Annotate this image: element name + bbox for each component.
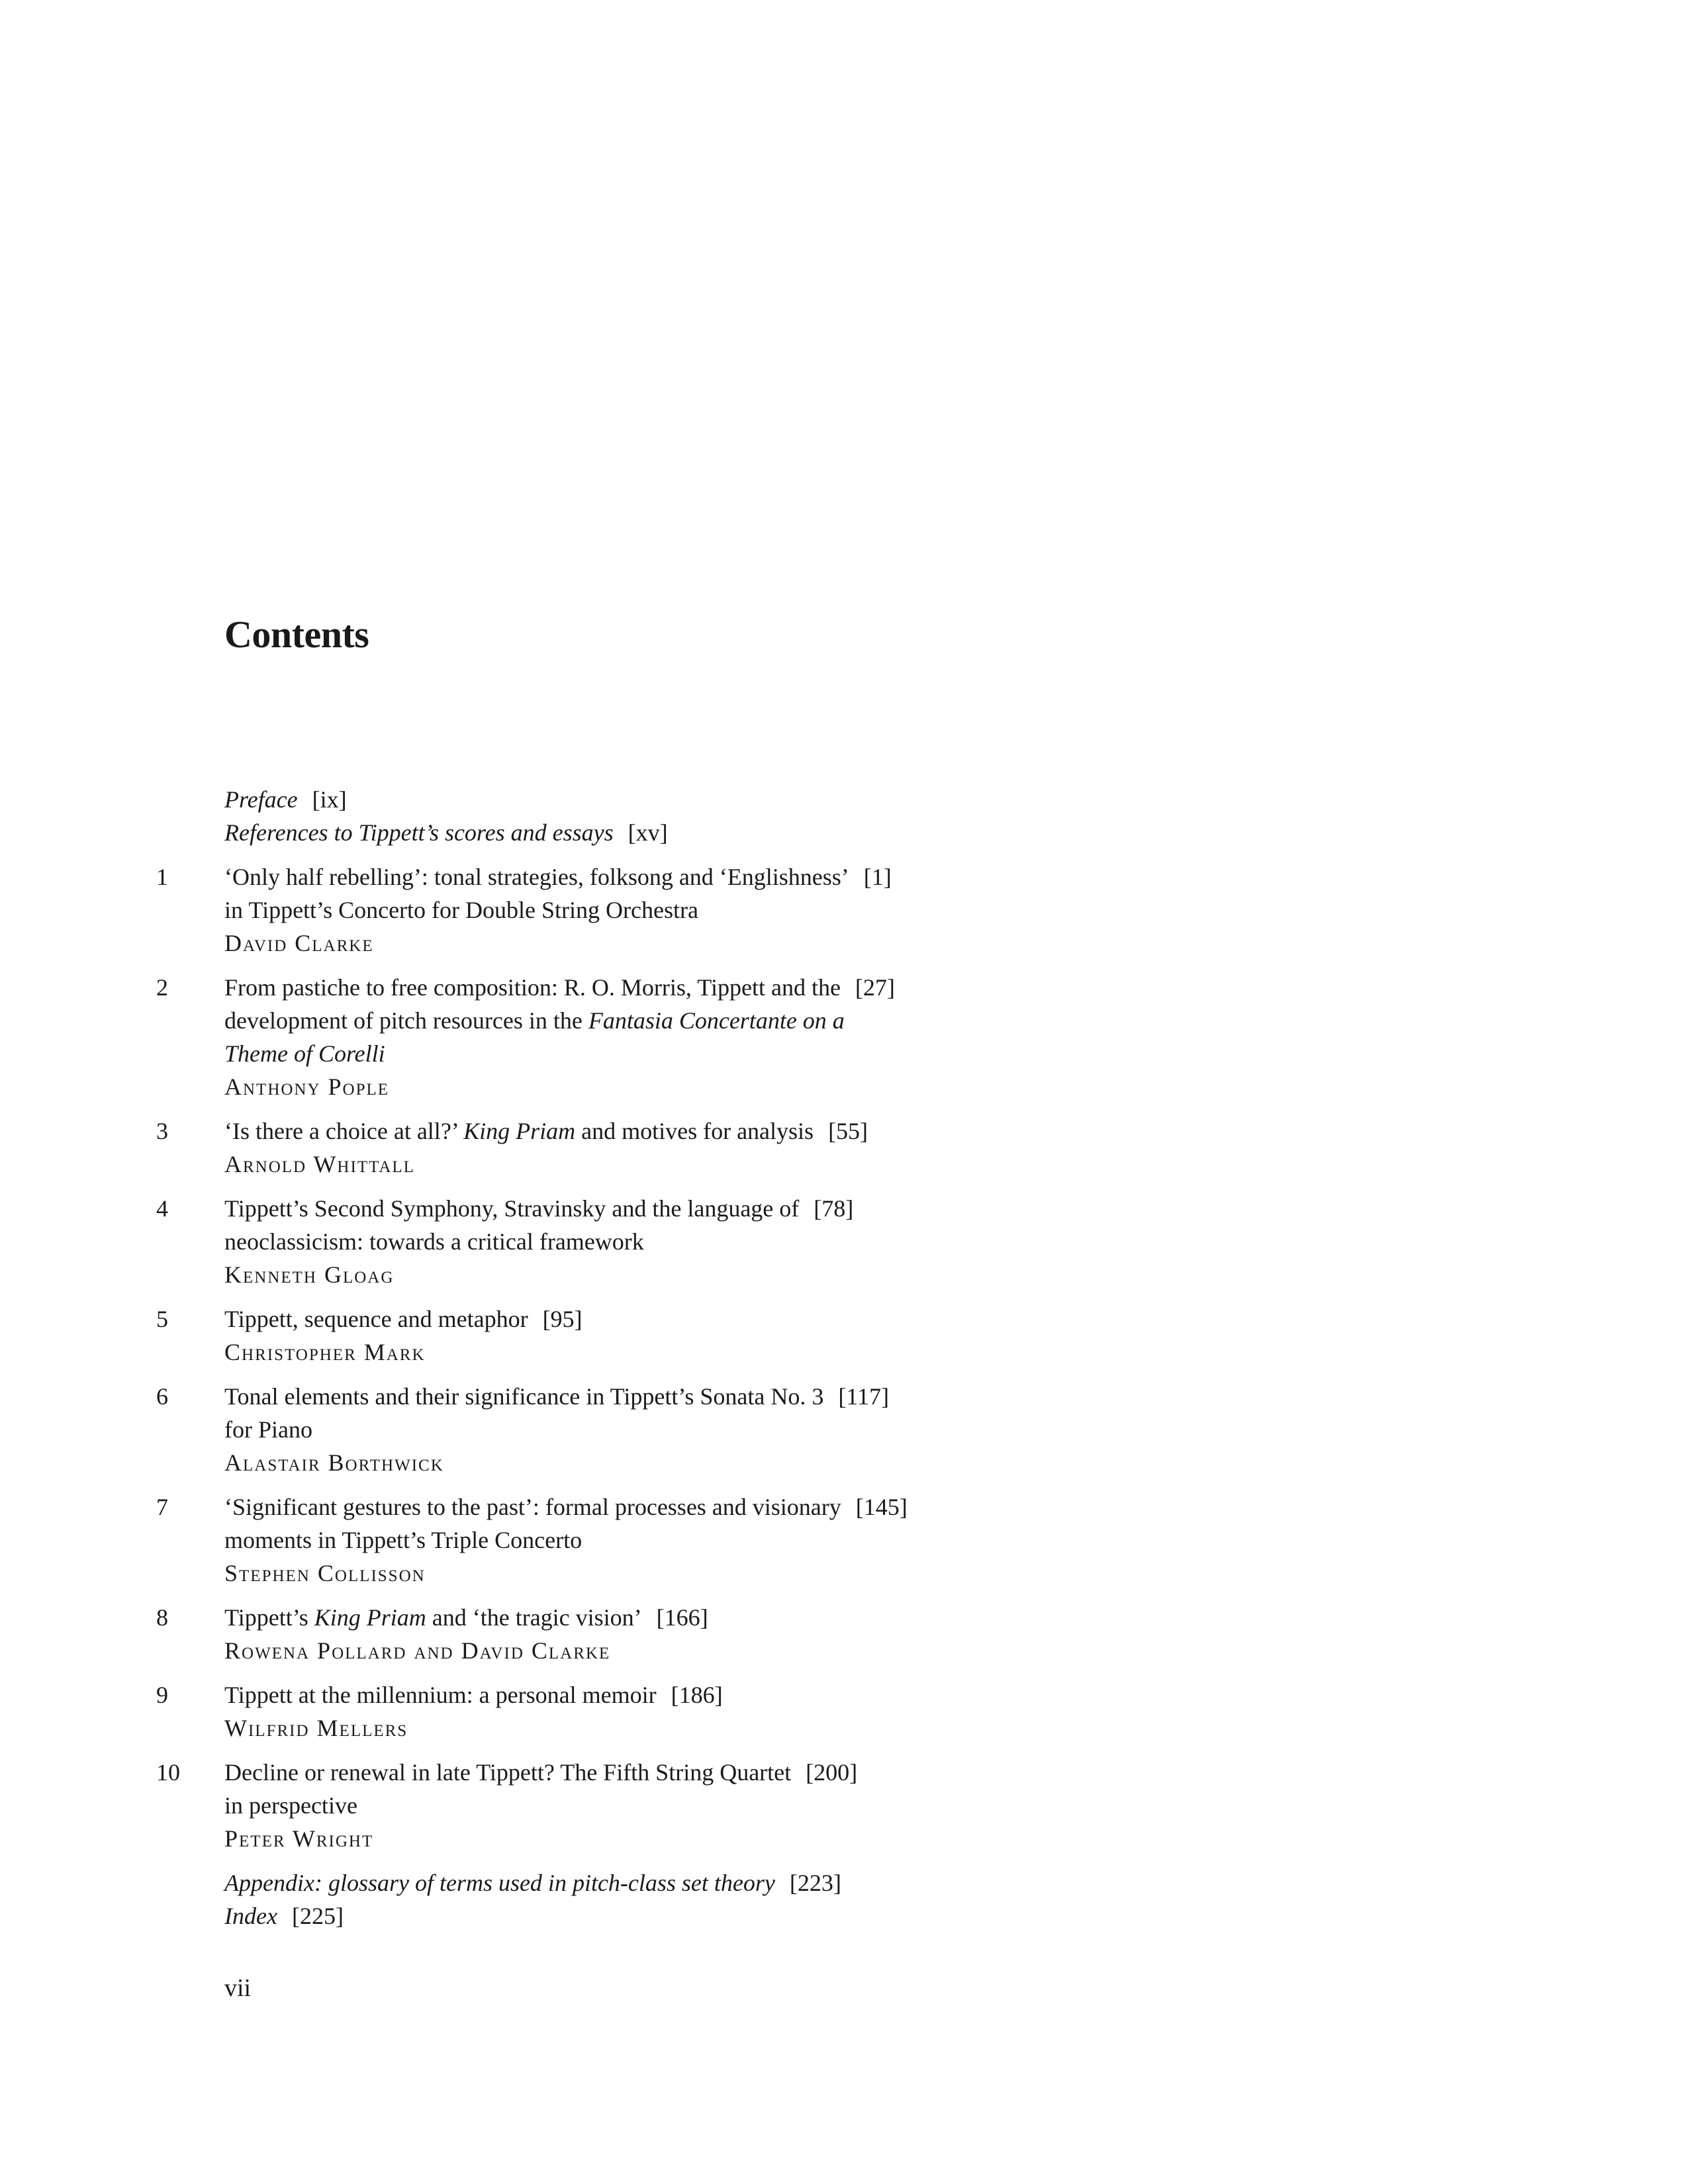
- entry-page: [186]: [671, 1682, 723, 1708]
- entry-page: [225]: [291, 1903, 344, 1929]
- entry-page: [ix]: [312, 786, 347, 813]
- chapter-title-line: in perspective: [224, 1792, 357, 1819]
- chapter-title-line: ‘Is there a choice at all?’ King Priam and motives for analysis [55]: [224, 1118, 868, 1144]
- chapter-author: Arnold Whittall: [224, 1151, 415, 1177]
- entry-page: [1]: [863, 864, 892, 890]
- entry-page: [200]: [806, 1759, 858, 1786]
- entry-title: Index: [224, 1903, 277, 1929]
- chapter-number: 6: [156, 1383, 168, 1410]
- entry-page: [55]: [828, 1118, 868, 1144]
- chapter-number: 1: [156, 864, 168, 890]
- chapter-title-line: From pastiche to free composition: R. O. Morris, Tippett and the [27]: [224, 974, 895, 1001]
- entry-page: [xv]: [628, 819, 668, 846]
- chapter-title-line: development of pitch resources in the Fantasia Concertante on a: [224, 1007, 845, 1034]
- chapter-author: Rowena Pollard and David Clarke: [224, 1637, 611, 1664]
- chapter-title-line: for Piano: [224, 1416, 312, 1443]
- chapter-author: Stephen Collisson: [224, 1560, 426, 1586]
- entry-title: References to Tippett’s scores and essays: [224, 819, 614, 846]
- entry-page: [223]: [789, 1870, 841, 1896]
- chapter-author: Kenneth Gloag: [224, 1261, 395, 1288]
- chapter-author: David Clarke: [224, 930, 374, 956]
- chapter-number: 4: [156, 1195, 168, 1222]
- chapter-number: 8: [156, 1604, 168, 1631]
- page-title: Contents: [224, 613, 369, 656]
- chapter-title-line: Tippett’s Second Symphony, Stravinsky and the language of [78]: [224, 1195, 854, 1222]
- toc-entry-appendix[interactable]: [224, 1871, 841, 1895]
- chapter-title-line: Theme of Corelli: [224, 1040, 385, 1067]
- toc-entry-references[interactable]: [224, 821, 668, 844]
- chapter-number: 3: [156, 1118, 168, 1144]
- entry-page: [166]: [656, 1604, 708, 1631]
- chapter-author: Peter Wright: [224, 1825, 374, 1852]
- chapter-author: Anthony Pople: [224, 1073, 390, 1100]
- chapter-author: Wilfrid Mellers: [224, 1715, 408, 1741]
- entry-title: Appendix: glossary of terms used in pitch-class set theory: [224, 1870, 775, 1896]
- chapter-title-line: Tippett at the millennium: a personal memoir [186]: [224, 1682, 723, 1708]
- chapter-number: 10: [156, 1759, 180, 1786]
- entry-page: [117]: [838, 1383, 889, 1410]
- chapter-number: 9: [156, 1682, 168, 1708]
- chapter-title-line: Tippett’s King Priam and ‘the tragic vision’ [166]: [224, 1604, 708, 1631]
- chapter-title-line: moments in Tippett’s Triple Concerto: [224, 1527, 583, 1553]
- entry-title: Preface: [224, 786, 298, 813]
- chapter-title-line: Tonal elements and their significance in Tippett’s Sonata No. 3 [117]: [224, 1383, 889, 1410]
- chapter-title-line: ‘Only half rebelling’: tonal strategies, folksong and ‘Englishness’ [1]: [224, 864, 892, 890]
- entry-page: [145]: [855, 1494, 908, 1520]
- chapter-author: Alastair Borthwick: [224, 1449, 444, 1476]
- entry-page: [95]: [542, 1306, 583, 1332]
- chapter-title-line: Tippett, sequence and metaphor [95]: [224, 1306, 583, 1332]
- entry-page: [27]: [855, 974, 895, 1001]
- chapter-author: Christopher Mark: [224, 1339, 426, 1365]
- chapter-number: 7: [156, 1494, 168, 1520]
- chapter-title-line: ‘Significant gestures to the past’: formal processes and visionary [145]: [224, 1494, 908, 1520]
- chapter-number: 2: [156, 974, 168, 1001]
- chapter-title-line: neoclassicism: towards a critical framework: [224, 1228, 644, 1255]
- page-number: vii: [224, 1974, 252, 2002]
- entry-page: [78]: [814, 1195, 854, 1222]
- chapter-title-line: in Tippett’s Concerto for Double String Orchestra: [224, 897, 698, 923]
- toc-entry-index[interactable]: [224, 1904, 344, 1928]
- chapter-title-line: Decline or renewal in late Tippett? The Fifth String Quartet [200]: [224, 1759, 858, 1786]
- toc-entry-preface[interactable]: [224, 788, 347, 811]
- chapter-number: 5: [156, 1306, 168, 1332]
